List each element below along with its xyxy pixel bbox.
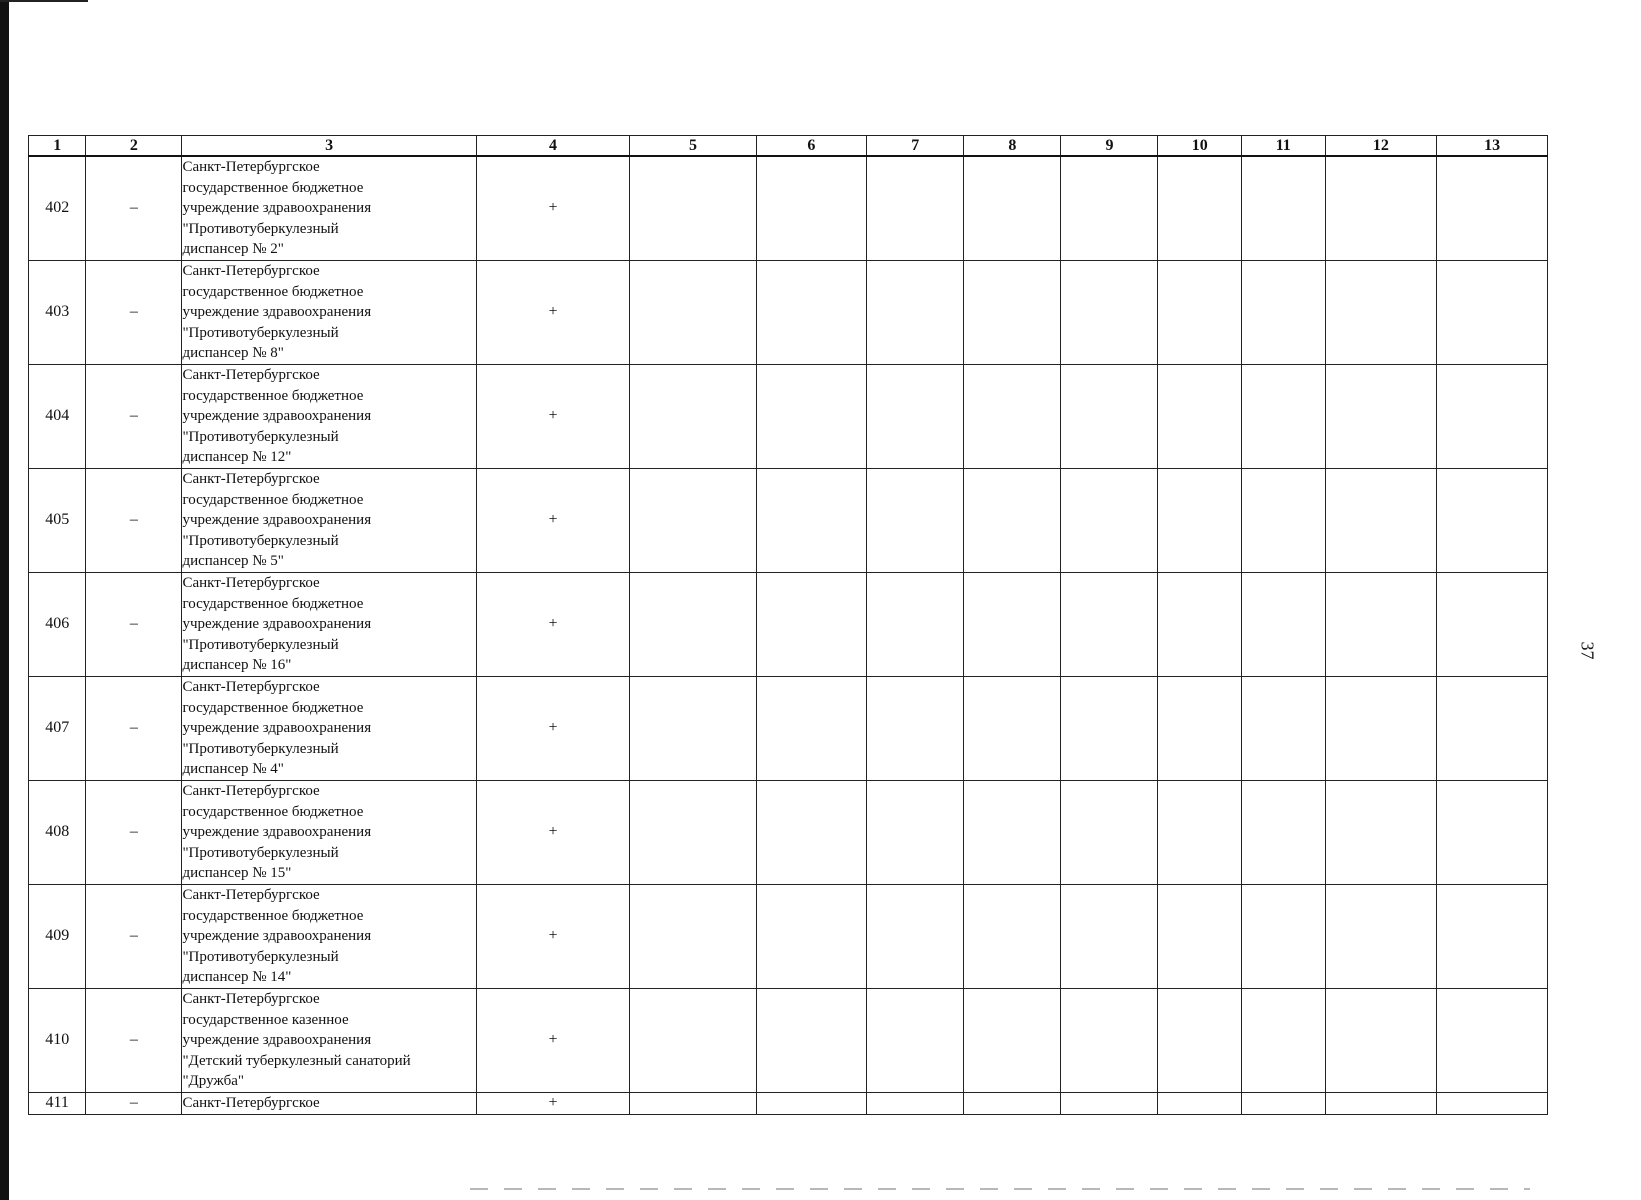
empty-cell xyxy=(1061,1092,1158,1114)
row-number-cell: 411 xyxy=(29,1092,86,1114)
empty-cell xyxy=(1242,260,1326,364)
empty-cell xyxy=(1437,676,1548,780)
column-header: 11 xyxy=(1242,136,1326,157)
column-header: 4 xyxy=(476,136,629,157)
column-header: 10 xyxy=(1158,136,1242,157)
header-row xyxy=(29,136,1548,157)
institution-name-line: "Противотуберкулезный xyxy=(182,324,339,341)
dash-cell: – xyxy=(86,988,182,1092)
institution-name-cell xyxy=(182,364,476,468)
column-header: 12 xyxy=(1325,136,1437,157)
empty-cell xyxy=(1325,260,1437,364)
institution-name-cell xyxy=(182,676,476,780)
empty-cell xyxy=(964,780,1061,884)
column-header: 9 xyxy=(1061,136,1158,157)
plus-mark-cell: + xyxy=(476,364,629,468)
institution-name-line: государственное бюджетное xyxy=(182,387,364,404)
row-number-cell: 408 xyxy=(29,780,86,884)
institution-name-line: диспансер № 5" xyxy=(182,553,284,570)
empty-cell xyxy=(867,780,964,884)
column-header: 13 xyxy=(1437,136,1548,157)
institution-name-line: Санкт-Петербургское xyxy=(182,262,320,279)
empty-cell xyxy=(1158,676,1242,780)
empty-cell xyxy=(1437,884,1548,988)
empty-cell xyxy=(867,364,964,468)
institution-name-line: Санкт-Петербургское xyxy=(182,678,320,695)
column-header: 6 xyxy=(756,136,867,157)
empty-cell xyxy=(964,260,1061,364)
empty-cell xyxy=(630,572,756,676)
institution-name-cell xyxy=(182,780,476,884)
column-header: 3 xyxy=(182,136,476,157)
plus-mark-cell: + xyxy=(476,156,629,260)
empty-cell xyxy=(964,572,1061,676)
row-number-cell: 406 xyxy=(29,572,86,676)
row-number-cell: 403 xyxy=(29,260,86,364)
empty-cell xyxy=(1325,364,1437,468)
empty-cell xyxy=(630,260,756,364)
institution-name-line: государственное бюджетное xyxy=(182,179,364,196)
institution-name-line: "Дружба" xyxy=(182,1073,244,1090)
institution-name-cell xyxy=(182,988,476,1092)
empty-cell xyxy=(964,1092,1061,1114)
empty-cell xyxy=(1242,988,1326,1092)
empty-cell xyxy=(630,468,756,572)
institution-name-line: диспансер № 12" xyxy=(182,449,292,466)
empty-cell xyxy=(756,780,867,884)
table-row xyxy=(29,260,1548,364)
dash-cell: – xyxy=(86,676,182,780)
empty-cell xyxy=(1158,156,1242,260)
institution-name-line: Санкт-Петербургское xyxy=(182,886,320,903)
empty-cell xyxy=(1158,780,1242,884)
empty-cell xyxy=(1061,572,1158,676)
institution-name-line: учреждение здравоохранения xyxy=(182,304,372,321)
empty-cell xyxy=(867,884,964,988)
empty-cell xyxy=(867,676,964,780)
institution-name-line: государственное бюджетное xyxy=(182,491,364,508)
empty-cell xyxy=(1242,1092,1326,1114)
empty-cell xyxy=(1061,676,1158,780)
empty-cell xyxy=(964,676,1061,780)
institution-name-line: государственное бюджетное xyxy=(182,907,364,924)
column-header: 5 xyxy=(630,136,756,157)
institution-name-line: государственное бюджетное xyxy=(182,803,364,820)
table-row xyxy=(29,988,1548,1092)
plus-mark-cell: + xyxy=(476,1092,629,1114)
empty-cell xyxy=(1325,780,1437,884)
institution-name-line: диспансер № 15" xyxy=(182,865,292,882)
empty-cell xyxy=(1061,884,1158,988)
empty-cell xyxy=(867,1092,964,1114)
empty-cell xyxy=(630,364,756,468)
empty-cell xyxy=(756,364,867,468)
empty-cell xyxy=(1061,260,1158,364)
institution-name-line: "Противотуберкулезный xyxy=(182,636,339,653)
empty-cell xyxy=(630,676,756,780)
empty-cell xyxy=(867,156,964,260)
dash-cell: – xyxy=(86,1092,182,1114)
institution-name-line: учреждение здравоохранения xyxy=(182,720,372,737)
institution-name-cell xyxy=(182,1092,476,1114)
empty-cell xyxy=(1158,364,1242,468)
institution-name-line: учреждение здравоохранения xyxy=(182,928,372,945)
institution-name-line: диспансер № 14" xyxy=(182,969,292,986)
empty-cell xyxy=(1437,156,1548,260)
empty-cell xyxy=(1158,260,1242,364)
empty-cell xyxy=(1158,1092,1242,1114)
dash-cell: – xyxy=(86,780,182,884)
empty-cell xyxy=(756,1092,867,1114)
empty-cell xyxy=(1158,468,1242,572)
institution-name-cell xyxy=(182,468,476,572)
institution-name-line: Санкт-Петербургское xyxy=(182,366,320,383)
empty-cell xyxy=(630,884,756,988)
empty-cell xyxy=(1437,468,1548,572)
empty-cell xyxy=(1325,572,1437,676)
empty-cell xyxy=(964,364,1061,468)
institution-name-cell xyxy=(182,572,476,676)
institution-name-line: учреждение здравоохранения xyxy=(182,616,372,633)
empty-cell xyxy=(630,1092,756,1114)
table-row xyxy=(29,364,1548,468)
row-number-cell: 409 xyxy=(29,884,86,988)
institution-name-line: "Противотуберкулезный xyxy=(182,532,339,549)
empty-cell xyxy=(1437,572,1548,676)
empty-cell xyxy=(1242,156,1326,260)
plus-mark-cell: + xyxy=(476,780,629,884)
empty-cell xyxy=(1325,988,1437,1092)
empty-cell xyxy=(1325,1092,1437,1114)
empty-cell xyxy=(964,988,1061,1092)
empty-cell xyxy=(1437,260,1548,364)
plus-mark-cell: + xyxy=(476,676,629,780)
table-row xyxy=(29,572,1548,676)
empty-cell xyxy=(1061,364,1158,468)
institution-name-line: "Противотуберкулезный xyxy=(182,220,339,237)
institution-name-line: государственное казенное xyxy=(182,1011,349,1028)
table-row xyxy=(29,780,1548,884)
institution-name-line: "Детский туберкулезный санаторий xyxy=(182,1052,411,1069)
page-number: 37 xyxy=(1577,641,1598,660)
empty-cell xyxy=(1158,884,1242,988)
row-number-cell: 404 xyxy=(29,364,86,468)
institution-name-line: государственное бюджетное xyxy=(182,283,364,300)
institution-name-line: Санкт-Петербургское xyxy=(182,470,320,487)
institution-name-line: Санкт-Петербургское xyxy=(182,782,320,799)
institution-name-line: Санкт-Петербургское xyxy=(182,990,320,1007)
institution-name-line: учреждение здравоохранения xyxy=(182,512,372,529)
empty-cell xyxy=(964,468,1061,572)
empty-cell xyxy=(1437,988,1548,1092)
institution-name-line: государственное бюджетное xyxy=(182,595,364,612)
institution-name-line: государственное бюджетное xyxy=(182,699,364,716)
empty-cell xyxy=(756,156,867,260)
empty-cell xyxy=(867,988,964,1092)
empty-cell xyxy=(630,156,756,260)
table-row xyxy=(29,468,1548,572)
institution-name-line: "Противотуберкулезный xyxy=(182,740,339,757)
institution-name-line: диспансер № 16" xyxy=(182,657,292,674)
plus-mark-cell: + xyxy=(476,988,629,1092)
institution-name-cell xyxy=(182,884,476,988)
empty-cell xyxy=(1061,156,1158,260)
empty-cell xyxy=(756,572,867,676)
column-header: 1 xyxy=(29,136,86,157)
empty-cell xyxy=(867,260,964,364)
institution-name-line: диспансер № 8" xyxy=(182,345,284,362)
dash-cell: – xyxy=(86,156,182,260)
plus-mark-cell: + xyxy=(476,884,629,988)
institution-name-line: Санкт-Петербургское xyxy=(182,159,320,175)
institution-name-line: Санкт-Петербургское xyxy=(182,574,320,591)
scan-left-edge xyxy=(0,0,9,1200)
dash-cell: – xyxy=(86,260,182,364)
empty-cell xyxy=(1242,572,1326,676)
table-body xyxy=(29,156,1548,1114)
dash-cell: – xyxy=(86,572,182,676)
table-row xyxy=(29,1092,1548,1114)
institution-name-cell xyxy=(182,156,476,260)
scan-bottom-artifact xyxy=(470,1188,1530,1190)
empty-cell xyxy=(630,988,756,1092)
row-number-cell: 410 xyxy=(29,988,86,1092)
empty-cell xyxy=(756,468,867,572)
institution-name-line: учреждение здравоохранения xyxy=(182,200,372,217)
empty-cell xyxy=(1061,780,1158,884)
empty-cell xyxy=(867,468,964,572)
institution-name-line: Санкт-Петербургское xyxy=(182,1094,320,1111)
scan-top-mark xyxy=(0,0,88,2)
empty-cell xyxy=(1242,364,1326,468)
column-header: 8 xyxy=(964,136,1061,157)
dash-cell: – xyxy=(86,884,182,988)
empty-cell xyxy=(1158,572,1242,676)
empty-cell xyxy=(756,988,867,1092)
empty-cell xyxy=(1061,988,1158,1092)
institution-name-line: диспансер № 2" xyxy=(182,241,284,258)
institution-name-cell xyxy=(182,260,476,364)
empty-cell xyxy=(867,572,964,676)
empty-cell xyxy=(1437,780,1548,884)
plus-mark-cell: + xyxy=(476,468,629,572)
document-table xyxy=(28,135,1548,1115)
institution-name-line: "Противотуберкулезный xyxy=(182,428,339,445)
empty-cell xyxy=(1437,364,1548,468)
empty-cell xyxy=(1242,468,1326,572)
institution-name-line: "Противотуберкулезный xyxy=(182,844,339,861)
empty-cell xyxy=(630,780,756,884)
table-row xyxy=(29,676,1548,780)
empty-cell xyxy=(1325,156,1437,260)
table-row xyxy=(29,156,1548,260)
table-row xyxy=(29,884,1548,988)
row-number-cell: 405 xyxy=(29,468,86,572)
column-header: 7 xyxy=(867,136,964,157)
institution-name-line: учреждение здравоохранения xyxy=(182,824,372,841)
empty-cell xyxy=(1242,676,1326,780)
empty-cell xyxy=(756,884,867,988)
empty-cell xyxy=(756,260,867,364)
row-number-cell: 407 xyxy=(29,676,86,780)
column-header: 2 xyxy=(86,136,182,157)
empty-cell xyxy=(1158,988,1242,1092)
row-number-cell: 402 xyxy=(29,156,86,260)
institution-name-line: диспансер № 4" xyxy=(182,761,284,778)
plus-mark-cell: + xyxy=(476,260,629,364)
empty-cell xyxy=(1325,676,1437,780)
institution-name-line: учреждение здравоохранения xyxy=(182,408,372,425)
institution-name-line: "Противотуберкулезный xyxy=(182,948,339,965)
plus-mark-cell: + xyxy=(476,572,629,676)
empty-cell xyxy=(964,884,1061,988)
dash-cell: – xyxy=(86,364,182,468)
empty-cell xyxy=(1061,468,1158,572)
empty-cell xyxy=(1325,884,1437,988)
empty-cell xyxy=(964,156,1061,260)
empty-cell xyxy=(756,676,867,780)
empty-cell xyxy=(1325,468,1437,572)
dash-cell: – xyxy=(86,468,182,572)
empty-cell xyxy=(1437,1092,1548,1114)
empty-cell xyxy=(1242,884,1326,988)
institution-name-line: учреждение здравоохранения xyxy=(182,1032,372,1049)
empty-cell xyxy=(1242,780,1326,884)
